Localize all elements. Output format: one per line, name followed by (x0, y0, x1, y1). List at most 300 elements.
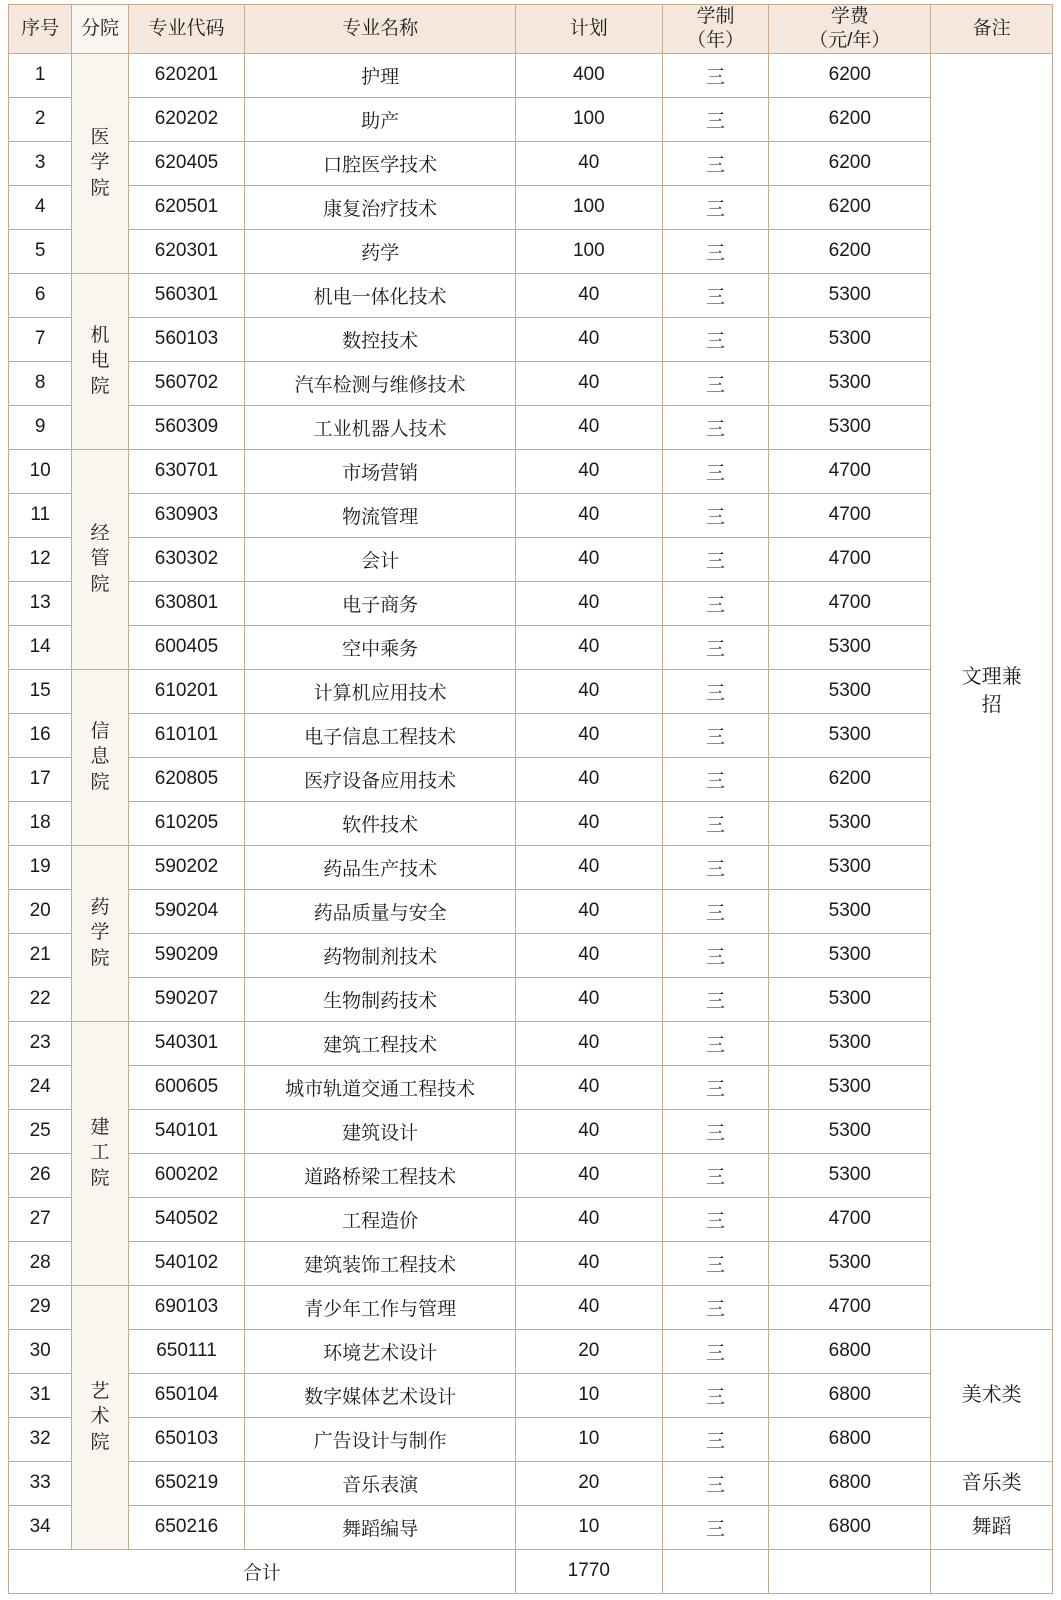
table-row (9, 1417, 1053, 1461)
cell-years: 三 (662, 1373, 769, 1417)
cell-major-name: 数控技术 (245, 317, 516, 361)
cell-branch (72, 669, 128, 845)
cell-major-name: 医疗设备应用技术 (245, 757, 516, 801)
cell-seq: 13 (9, 581, 72, 625)
branch-label (72, 895, 127, 972)
cell-plan: 40 (515, 493, 662, 537)
cell-years: 三 (662, 449, 769, 493)
table-row (9, 581, 1053, 625)
cell-note (931, 1329, 1053, 1461)
cell-seq: 19 (9, 845, 72, 889)
table-row (9, 449, 1053, 493)
cell-plan: 10 (515, 1417, 662, 1461)
table-row (9, 1329, 1053, 1373)
cell-fee: 5300 (769, 1065, 931, 1109)
cell-major-name: 助产 (245, 97, 516, 141)
cell-plan: 40 (515, 317, 662, 361)
header-code: 专业代码 (128, 5, 245, 54)
cell-major-code: 540102 (128, 1241, 245, 1285)
cell-major-name: 药学 (245, 229, 516, 273)
branch-char: 术 (90, 1406, 110, 1428)
cell-major-code: 600202 (128, 1153, 245, 1197)
cell-major-name: 护理 (245, 53, 516, 97)
branch-char: 药 (90, 896, 110, 918)
table-header-row (9, 5, 1053, 54)
cell-plan: 40 (515, 1153, 662, 1197)
cell-major-name: 建筑设计 (245, 1109, 516, 1153)
table-row (9, 889, 1053, 933)
table-row (9, 1461, 1053, 1505)
cell-plan: 400 (515, 53, 662, 97)
cell-plan: 100 (515, 185, 662, 229)
cell-major-name: 药品生产技术 (245, 845, 516, 889)
cell-major-name: 青少年工作与管理 (245, 1285, 516, 1329)
header-name: 专业名称 (245, 5, 516, 54)
cell-seq: 23 (9, 1021, 72, 1065)
cell-major-code: 650216 (128, 1505, 245, 1549)
cell-plan: 100 (515, 97, 662, 141)
cell-seq: 28 (9, 1241, 72, 1285)
branch-char: 院 (90, 573, 110, 595)
table-row (9, 361, 1053, 405)
cell-branch (72, 449, 128, 669)
note-label (931, 663, 1052, 719)
table-row (9, 625, 1053, 669)
cell-seq: 21 (9, 933, 72, 977)
note-label (931, 1513, 1052, 1541)
cell-plan: 10 (515, 1373, 662, 1417)
header-seq: 序号 (9, 5, 72, 54)
branch-label (72, 719, 127, 796)
cell-major-name: 生物制药技术 (245, 977, 516, 1021)
cell-fee: 6200 (769, 141, 931, 185)
cell-branch (72, 53, 128, 273)
cell-seq: 2 (9, 97, 72, 141)
header-fee-sub: （元/年） (809, 29, 891, 51)
table-footer (9, 1549, 1053, 1593)
cell-plan: 10 (515, 1505, 662, 1549)
cell-major-code: 650104 (128, 1373, 245, 1417)
cell-seq: 3 (9, 141, 72, 185)
cell-seq: 16 (9, 713, 72, 757)
cell-note (931, 1505, 1053, 1549)
cell-major-code: 690103 (128, 1285, 245, 1329)
table-row (9, 1153, 1053, 1197)
cell-seq: 7 (9, 317, 72, 361)
cell-major-code: 630701 (128, 449, 245, 493)
table-row (9, 405, 1053, 449)
cell-plan: 40 (515, 977, 662, 1021)
table-row (9, 713, 1053, 757)
cell-seq: 34 (9, 1505, 72, 1549)
note-line: 招 (981, 694, 1002, 716)
cell-major-code: 620202 (128, 97, 245, 141)
cell-major-name: 物流管理 (245, 493, 516, 537)
cell-fee: 4700 (769, 537, 931, 581)
table-row (9, 1373, 1053, 1417)
cell-years: 三 (662, 977, 769, 1021)
branch-label (72, 521, 127, 598)
cell-major-code: 600405 (128, 625, 245, 669)
table-header (9, 5, 1053, 54)
table-row (9, 1285, 1053, 1329)
cell-major-name: 数字媒体艺术设计 (245, 1373, 516, 1417)
header-years (662, 5, 769, 54)
header-branch: 分院 (72, 5, 128, 54)
branch-char: 经 (90, 522, 110, 544)
cell-major-code: 630302 (128, 537, 245, 581)
table-row (9, 273, 1053, 317)
note-line: 舞蹈 (971, 1516, 1012, 1538)
cell-fee: 5300 (769, 801, 931, 845)
cell-plan: 40 (515, 1109, 662, 1153)
table-row (9, 141, 1053, 185)
cell-years: 三 (662, 1285, 769, 1329)
cell-major-code: 540502 (128, 1197, 245, 1241)
cell-seq: 22 (9, 977, 72, 1021)
cell-plan: 40 (515, 1241, 662, 1285)
cell-years: 三 (662, 669, 769, 713)
footer-total-value: 1770 (515, 1549, 662, 1593)
cell-major-name: 会计 (245, 537, 516, 581)
cell-branch (72, 845, 128, 1021)
cell-major-name: 道路桥梁工程技术 (245, 1153, 516, 1197)
cell-plan: 40 (515, 1021, 662, 1065)
cell-major-code: 650219 (128, 1461, 245, 1505)
cell-fee: 4700 (769, 1197, 931, 1241)
cell-major-code: 600605 (128, 1065, 245, 1109)
cell-years: 三 (662, 405, 769, 449)
table-row (9, 1197, 1053, 1241)
cell-seq: 9 (9, 405, 72, 449)
table-row (9, 229, 1053, 273)
cell-fee: 6200 (769, 97, 931, 141)
cell-seq: 32 (9, 1417, 72, 1461)
cell-fee: 5300 (769, 273, 931, 317)
cell-major-code: 560103 (128, 317, 245, 361)
note-label (931, 1381, 1052, 1409)
cell-fee: 5300 (769, 669, 931, 713)
cell-years: 三 (662, 1197, 769, 1241)
cell-fee: 5300 (769, 977, 931, 1021)
footer-fee-blank (769, 1549, 931, 1593)
cell-fee: 5300 (769, 933, 931, 977)
header-years-main: 学制 (696, 6, 735, 27)
table-row (9, 977, 1053, 1021)
cell-seq: 20 (9, 889, 72, 933)
branch-char: 信 (90, 720, 110, 742)
cell-years: 三 (662, 713, 769, 757)
cell-major-name: 计算机应用技术 (245, 669, 516, 713)
table-row (9, 53, 1053, 97)
cell-seq: 27 (9, 1197, 72, 1241)
cell-plan: 20 (515, 1329, 662, 1373)
cell-plan: 20 (515, 1461, 662, 1505)
cell-fee: 5300 (769, 625, 931, 669)
cell-fee: 4700 (769, 1285, 931, 1329)
cell-fee: 5300 (769, 361, 931, 405)
note-line: 音乐类 (961, 1472, 1022, 1494)
cell-seq: 5 (9, 229, 72, 273)
header-note: 备注 (931, 5, 1053, 54)
note-label (931, 1469, 1052, 1497)
cell-years: 三 (662, 97, 769, 141)
cell-plan: 40 (515, 757, 662, 801)
cell-fee: 5300 (769, 1021, 931, 1065)
cell-plan: 40 (515, 933, 662, 977)
branch-label (72, 323, 127, 400)
table-row (9, 1065, 1053, 1109)
branch-char: 学 (90, 922, 110, 944)
table-row (9, 537, 1053, 581)
cell-fee: 5300 (769, 1153, 931, 1197)
cell-major-name: 舞蹈编导 (245, 1505, 516, 1549)
cell-fee: 6800 (769, 1373, 931, 1417)
cell-fee: 6200 (769, 757, 931, 801)
cell-major-name: 机电一体化技术 (245, 273, 516, 317)
cell-fee: 6200 (769, 53, 931, 97)
cell-years: 三 (662, 317, 769, 361)
table-row (9, 845, 1053, 889)
cell-fee: 5300 (769, 317, 931, 361)
branch-char: 建 (90, 1116, 110, 1138)
note-line: 美术类 (961, 1384, 1022, 1406)
cell-plan: 40 (515, 141, 662, 185)
table-row (9, 1109, 1053, 1153)
cell-seq: 6 (9, 273, 72, 317)
branch-char: 院 (90, 177, 110, 199)
cell-major-name: 市场营销 (245, 449, 516, 493)
cell-years: 三 (662, 493, 769, 537)
cell-years: 三 (662, 185, 769, 229)
cell-years: 三 (662, 53, 769, 97)
table-row (9, 757, 1053, 801)
cell-fee: 6200 (769, 185, 931, 229)
cell-major-name: 软件技术 (245, 801, 516, 845)
cell-plan: 40 (515, 449, 662, 493)
cell-major-code: 650103 (128, 1417, 245, 1461)
branch-char: 息 (90, 746, 110, 768)
table-row (9, 669, 1053, 713)
cell-fee: 5300 (769, 405, 931, 449)
cell-major-name: 建筑工程技术 (245, 1021, 516, 1065)
branch-label (72, 1379, 127, 1456)
table-row (9, 801, 1053, 845)
cell-major-code: 540301 (128, 1021, 245, 1065)
branch-char: 院 (90, 947, 110, 969)
cell-plan: 40 (515, 581, 662, 625)
cell-fee: 6200 (769, 229, 931, 273)
cell-branch (72, 273, 128, 449)
cell-years: 三 (662, 537, 769, 581)
cell-plan: 40 (515, 801, 662, 845)
cell-plan: 40 (515, 273, 662, 317)
branch-char: 工 (90, 1142, 110, 1164)
cell-major-code: 620805 (128, 757, 245, 801)
branch-label (72, 1115, 127, 1192)
branch-char: 院 (90, 1167, 110, 1189)
enrollment-plan-table (8, 4, 1053, 1594)
cell-seq: 10 (9, 449, 72, 493)
cell-major-code: 590202 (128, 845, 245, 889)
header-plan: 计划 (515, 5, 662, 54)
table-row (9, 185, 1053, 229)
cell-fee: 6800 (769, 1461, 931, 1505)
cell-years: 三 (662, 845, 769, 889)
cell-major-code: 590209 (128, 933, 245, 977)
cell-major-code: 590204 (128, 889, 245, 933)
cell-seq: 31 (9, 1373, 72, 1417)
cell-years: 三 (662, 273, 769, 317)
cell-fee: 5300 (769, 1241, 931, 1285)
cell-years: 三 (662, 757, 769, 801)
cell-major-code: 610101 (128, 713, 245, 757)
cell-fee: 6800 (769, 1417, 931, 1461)
cell-major-name: 空中乘务 (245, 625, 516, 669)
cell-major-name: 广告设计与制作 (245, 1417, 516, 1461)
branch-char: 机 (90, 324, 110, 346)
cell-seq: 25 (9, 1109, 72, 1153)
cell-major-name: 城市轨道交通工程技术 (245, 1065, 516, 1109)
table-row (9, 1021, 1053, 1065)
cell-years: 三 (662, 229, 769, 273)
note-line: 文理兼 (961, 666, 1022, 688)
cell-fee: 6800 (769, 1505, 931, 1549)
table-body (9, 53, 1053, 1549)
cell-plan: 40 (515, 405, 662, 449)
footer-total-label: 合计 (9, 1549, 516, 1593)
cell-major-code: 630903 (128, 493, 245, 537)
cell-years: 三 (662, 801, 769, 845)
cell-fee: 4700 (769, 581, 931, 625)
cell-seq: 30 (9, 1329, 72, 1373)
branch-char: 电 (90, 350, 110, 372)
cell-plan: 40 (515, 845, 662, 889)
cell-years: 三 (662, 1109, 769, 1153)
branch-char: 学 (90, 152, 110, 174)
cell-years: 三 (662, 1417, 769, 1461)
cell-major-name: 环境艺术设计 (245, 1329, 516, 1373)
cell-years: 三 (662, 933, 769, 977)
cell-fee: 5300 (769, 1109, 931, 1153)
cell-plan: 40 (515, 1197, 662, 1241)
cell-years: 三 (662, 361, 769, 405)
branch-char: 院 (90, 1431, 110, 1453)
cell-major-name: 康复治疗技术 (245, 185, 516, 229)
cell-major-code: 610201 (128, 669, 245, 713)
header-fee (769, 5, 931, 54)
cell-seq: 26 (9, 1153, 72, 1197)
branch-char: 院 (90, 771, 110, 793)
branch-char: 院 (90, 375, 110, 397)
cell-years: 三 (662, 625, 769, 669)
cell-years: 三 (662, 1329, 769, 1373)
cell-major-name: 口腔医学技术 (245, 141, 516, 185)
table-footer-row (9, 1549, 1053, 1593)
cell-major-code: 610205 (128, 801, 245, 845)
cell-major-code: 620501 (128, 185, 245, 229)
footer-years-blank (662, 1549, 769, 1593)
branch-char: 管 (90, 548, 110, 570)
branch-label (72, 125, 127, 202)
cell-major-name: 药物制剂技术 (245, 933, 516, 977)
table-row (9, 1505, 1053, 1549)
header-fee-main: 学费 (830, 6, 869, 27)
cell-plan: 40 (515, 669, 662, 713)
cell-seq: 12 (9, 537, 72, 581)
cell-major-name: 汽车检测与维修技术 (245, 361, 516, 405)
table-row (9, 97, 1053, 141)
header-years-sub: （年） (687, 29, 745, 51)
cell-major-name: 电子信息工程技术 (245, 713, 516, 757)
cell-note (931, 1461, 1053, 1505)
cell-major-code: 650111 (128, 1329, 245, 1373)
cell-major-name: 工业机器人技术 (245, 405, 516, 449)
cell-note (931, 53, 1053, 1329)
cell-major-code: 620301 (128, 229, 245, 273)
cell-major-name: 建筑装饰工程技术 (245, 1241, 516, 1285)
cell-years: 三 (662, 581, 769, 625)
cell-major-code: 630801 (128, 581, 245, 625)
cell-branch (72, 1285, 128, 1549)
cell-seq: 33 (9, 1461, 72, 1505)
enrollment-plan-sheet (0, 4, 1061, 1594)
cell-seq: 14 (9, 625, 72, 669)
cell-plan: 40 (515, 625, 662, 669)
footer-note-blank (931, 1549, 1053, 1593)
cell-seq: 24 (9, 1065, 72, 1109)
cell-major-code: 590207 (128, 977, 245, 1021)
cell-major-code: 560702 (128, 361, 245, 405)
cell-major-code: 540101 (128, 1109, 245, 1153)
cell-plan: 40 (515, 1065, 662, 1109)
table-row (9, 933, 1053, 977)
cell-years: 三 (662, 889, 769, 933)
cell-major-code: 620405 (128, 141, 245, 185)
cell-major-code: 620201 (128, 53, 245, 97)
cell-plan: 40 (515, 537, 662, 581)
cell-major-code: 560309 (128, 405, 245, 449)
cell-years: 三 (662, 1505, 769, 1549)
cell-years: 三 (662, 1153, 769, 1197)
cell-seq: 8 (9, 361, 72, 405)
cell-years: 三 (662, 1065, 769, 1109)
cell-major-code: 560301 (128, 273, 245, 317)
cell-fee: 5300 (769, 845, 931, 889)
cell-fee: 5300 (769, 889, 931, 933)
cell-years: 三 (662, 141, 769, 185)
table-row (9, 493, 1053, 537)
cell-seq: 29 (9, 1285, 72, 1329)
cell-years: 三 (662, 1021, 769, 1065)
cell-seq: 17 (9, 757, 72, 801)
cell-plan: 40 (515, 361, 662, 405)
cell-branch (72, 1021, 128, 1285)
table-row (9, 1241, 1053, 1285)
cell-major-name: 药品质量与安全 (245, 889, 516, 933)
cell-seq: 4 (9, 185, 72, 229)
cell-fee: 5300 (769, 713, 931, 757)
cell-plan: 40 (515, 1285, 662, 1329)
cell-plan: 40 (515, 713, 662, 757)
cell-seq: 18 (9, 801, 72, 845)
cell-seq: 11 (9, 493, 72, 537)
cell-major-name: 工程造价 (245, 1197, 516, 1241)
cell-seq: 1 (9, 53, 72, 97)
cell-fee: 6800 (769, 1329, 931, 1373)
branch-char: 医 (90, 126, 110, 148)
cell-fee: 4700 (769, 493, 931, 537)
